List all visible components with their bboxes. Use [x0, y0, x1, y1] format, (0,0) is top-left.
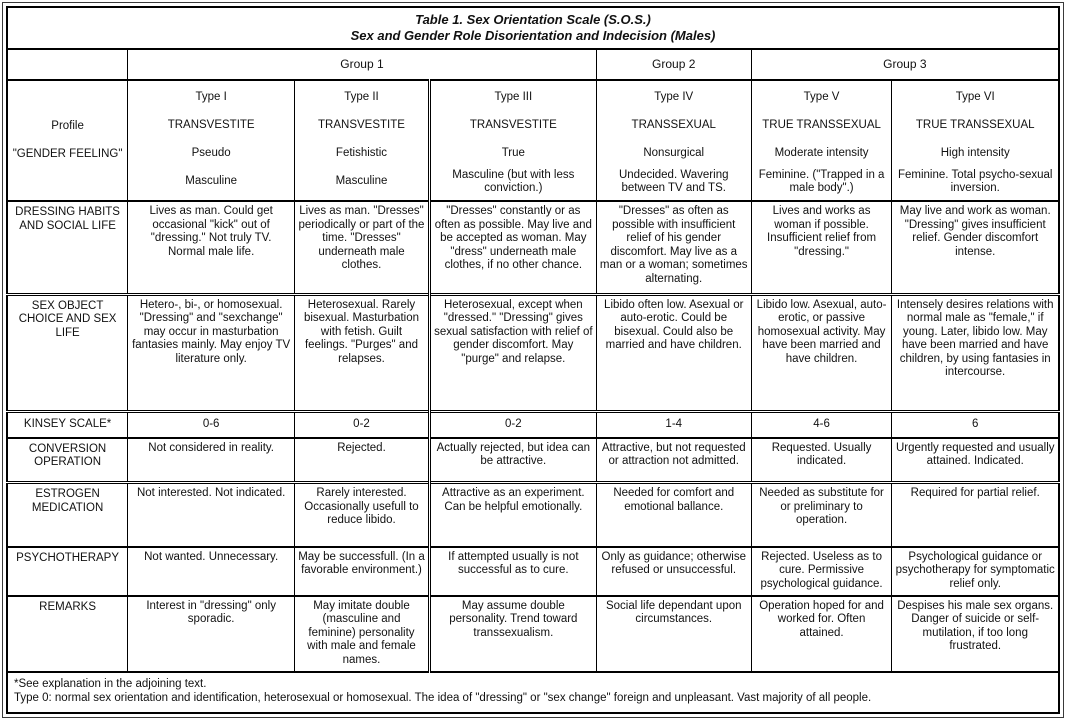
- profile-row: [7, 80, 1059, 201]
- profile-type6: [892, 80, 1059, 201]
- cell: Hetero-, bi-, or homosexual. "Dressing" and "sexchange" may occur in masturbation fantasies mainly. May enjoy TV literature only.: [128, 294, 295, 411]
- group1-header: Group 1: [128, 49, 597, 79]
- cell: May be successfull. (In a favorable environment.): [295, 547, 430, 596]
- cell: May live and work as woman. "Dressing" gives insufficient relief. Gender discomfort intense.: [892, 201, 1059, 294]
- table-row-psychotherapy: [7, 547, 1059, 596]
- type-category: TRANSVESTITE: [318, 119, 405, 132]
- cell: Not wanted. Unnecessary.: [128, 547, 295, 596]
- row-label: KINSEY SCALE*: [7, 411, 128, 437]
- type-category: TRANSSEXUAL: [631, 119, 716, 132]
- cell: Urgently requested and usually attained. Indicated.: [892, 438, 1059, 483]
- sos-table: [6, 6, 1060, 714]
- cell: 1-4: [596, 411, 751, 437]
- footnote-line2: Type 0: normal sex orientation and identification, heterosexual or homosexual. The idea of "dressing" or "sex change" foreign and unpleasant. Vast majority of all people.: [14, 692, 872, 705]
- cell: Operation hoped for and worked for. Often attained.: [751, 596, 892, 673]
- row-label: DRESSING HABITS AND SOCIAL LIFE: [7, 201, 128, 294]
- table-row-conversion-operation: [7, 438, 1059, 483]
- cell: "Dresses" as often as possible with insufficient relief of his gender discomfort. May live as a man or a woman; sometimes alternating.: [596, 201, 751, 294]
- row-label: SEX OBJECT CHOICE AND SEX LIFE: [7, 294, 128, 411]
- type-name: Type IV: [654, 91, 694, 104]
- cell: May assume double personality. Trend toward transsexualism.: [429, 596, 596, 673]
- spacer: [11, 85, 124, 113]
- type-name: Type III: [494, 91, 533, 104]
- profile-label-line1: Profile: [51, 120, 84, 133]
- cell: Social life dependant upon circumstances.: [596, 596, 751, 673]
- cell: Not considered in reality.: [128, 438, 295, 483]
- profile-type1: [128, 80, 295, 201]
- footnote-line1: *See explanation in the adjoining text.: [14, 678, 207, 691]
- type-name: Type II: [344, 91, 379, 104]
- cell: Libido often low. Asexual or auto-erotic. Could be bisexual. Could also be married and have children.: [596, 294, 751, 411]
- group-header-empty-cell: [7, 49, 128, 79]
- group2-header: Group 2: [596, 49, 751, 79]
- cell: Needed as substitute for or preliminary to operation.: [751, 483, 892, 547]
- type-category: TRUE TRANSSEXUAL: [762, 119, 881, 132]
- cell: Only as guidance; otherwise refused or unsuccessful.: [596, 547, 751, 596]
- cell: Not interested. Not indicated.: [128, 483, 295, 547]
- type-feeling: Feminine. ("Trapped in a male body".): [758, 168, 885, 194]
- footnote-row: [7, 672, 1059, 713]
- cell: Actually rejected, but idea can be attractive.: [429, 438, 596, 483]
- type-subtype: Nonsurgical: [643, 147, 705, 160]
- cell: Psychological guidance or psychotherapy for symptomatic relief only.: [892, 547, 1059, 596]
- profile-type2: [295, 80, 430, 201]
- type-subtype: Fetishistic: [335, 147, 388, 160]
- cell: Interest in "dressing" only sporadic.: [128, 596, 295, 673]
- profile-type5: [751, 80, 892, 201]
- type-feeling: Masculine (but with less conviction.): [452, 168, 575, 194]
- type-category: TRANSVESTITE: [167, 119, 255, 132]
- cell: Lives as man. Could get occasional "kick" out of "dressing." Not truly TV. Normal male life.: [128, 201, 295, 294]
- row-label: PSYCHOTHERAPY: [7, 547, 128, 596]
- cell: 6: [892, 411, 1059, 437]
- profile-row-label: [7, 80, 128, 201]
- type-name: Type I: [195, 91, 227, 104]
- footnote-cell: [7, 672, 1059, 713]
- table-row-kinsey-scale: [7, 411, 1059, 437]
- table-outer-frame: [2, 2, 1064, 718]
- cell: Needed for comfort and emotional ballance.: [596, 483, 751, 547]
- cell: 0-6: [128, 411, 295, 437]
- cell: Despises his male sex organs. Danger of suicide or self-mutilation, if too long frustrated.: [892, 596, 1059, 673]
- type-feeling: Masculine: [335, 175, 388, 188]
- type-subtype: True: [501, 147, 525, 160]
- row-label: ESTROGEN MEDICATION: [7, 483, 128, 547]
- type-name: Type V: [803, 91, 840, 104]
- cell: If attempted usually is not successful as to cure.: [429, 547, 596, 596]
- cell: Attractive, but not requested or attraction not admitted.: [596, 438, 751, 483]
- group-header-row: [7, 49, 1059, 79]
- type-subtype: High intensity: [940, 147, 1010, 160]
- table-title-cell: [7, 7, 1059, 49]
- row-label: REMARKS: [7, 596, 128, 673]
- table-row-remarks: [7, 596, 1059, 673]
- cell: Lives as man. "Dresses" periodically or part of the time. "Dresses" underneath male clothes.: [295, 201, 430, 294]
- table-row-dressing-habits: [7, 201, 1059, 294]
- table-title-line2: Sex and Gender Role Disorientation and Indecision (Males): [350, 28, 716, 44]
- cell: Rarely interested. Occasionally usefull to reduce libido.: [295, 483, 430, 547]
- cell: Requested. Usually indicated.: [751, 438, 892, 483]
- profile-type3: [429, 80, 596, 201]
- type-subtype: Moderate intensity: [774, 147, 869, 160]
- type-feeling: Feminine. Total psycho-sexual inversion.: [897, 168, 1053, 194]
- table-title-row: [7, 7, 1059, 49]
- cell: May imitate double (masculine and feminine) personality with male and female names.: [295, 596, 430, 673]
- cell: 4-6: [751, 411, 892, 437]
- cell: Rejected.: [295, 438, 430, 483]
- type-category: TRUE TRANSSEXUAL: [915, 119, 1035, 132]
- cell: Rejected. Useless as to cure. Permissive psychological guidance.: [751, 547, 892, 596]
- profile-type4: [596, 80, 751, 201]
- cell: Attractive as an experiment. Can be helpful emotionally.: [429, 483, 596, 547]
- type-feeling: Undecided. Wavering between TV and TS.: [618, 168, 729, 194]
- table-row-estrogen-medication: [7, 483, 1059, 547]
- cell: Lives and works as woman if possible. Insufficient relief from "dressing.": [751, 201, 892, 294]
- cell: Libido low. Asexual, auto-erotic, or passive homosexual activity. May have been married and have children.: [751, 294, 892, 411]
- cell: Required for partial relief.: [892, 483, 1059, 547]
- row-label: CONVERSION OPERATION: [7, 438, 128, 483]
- table-row-sex-object-choice: [7, 294, 1059, 411]
- cell: 0-2: [429, 411, 596, 437]
- type-category: TRANSVESTITE: [469, 119, 557, 132]
- cell: Heterosexual, except when "dressed." "Dressing" gives sexual satisfaction with relief of gender discomfort. May "purge" and relapse.: [429, 294, 596, 411]
- cell: 0-2: [295, 411, 430, 437]
- type-feeling: Masculine: [185, 175, 238, 188]
- profile-label-line2: "GENDER FEELING": [12, 148, 123, 161]
- cell: "Dresses" constantly or as often as possible. May live and be accepted as woman. May "dress" underneath male clothes, if no other chance.: [429, 201, 596, 294]
- cell: Intensely desires relations with normal male as "female," if young. Later, libido low. May have been married and have children, by using fantasies in intercourse.: [892, 294, 1059, 411]
- type-subtype: Pseudo: [191, 147, 231, 160]
- group3-header: Group 3: [751, 49, 1059, 79]
- table-title-line1: Table 1. Sex Orientation Scale (S.O.S.): [415, 12, 651, 28]
- cell: Heterosexual. Rarely bisexual. Masturbation with fetish. Guilt feelings. "Purges" and relapses.: [295, 294, 430, 411]
- type-name: Type VI: [955, 91, 995, 104]
